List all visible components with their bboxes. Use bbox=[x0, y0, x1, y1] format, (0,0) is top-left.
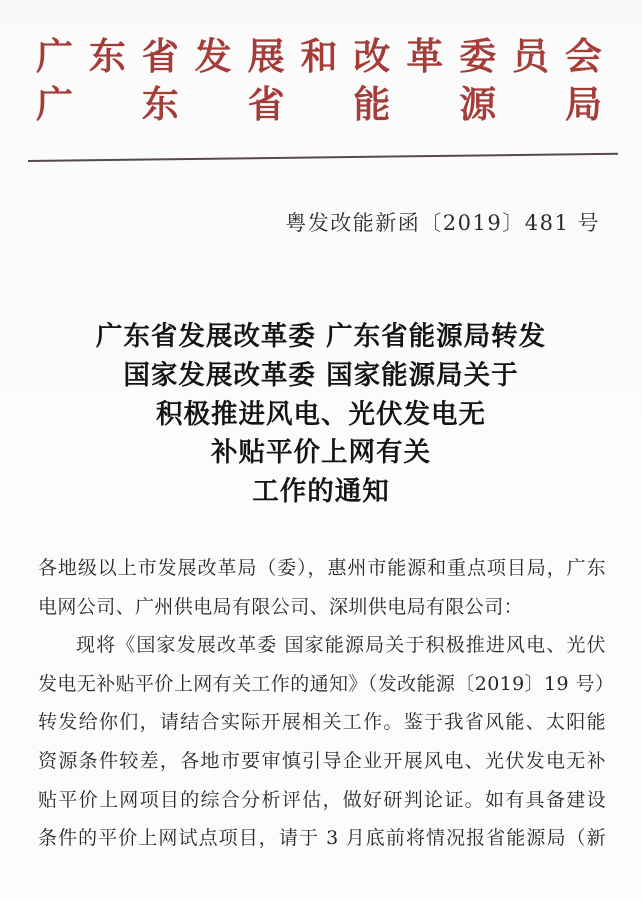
body-line: 各地级以上市发展改革局（委），惠州市能源和重点项目局，广东 bbox=[38, 557, 606, 579]
body-line: 发电无补贴平价上网有关工作的通知》（发改能源〔2019〕19 号） bbox=[38, 672, 615, 695]
document-body bbox=[38, 549, 615, 858]
document-number: 粤发改能新函〔2019〕481 号 bbox=[285, 211, 600, 235]
title-line: 广东省发展改革委 广东省能源局转发 bbox=[95, 321, 547, 352]
title-line: 积极推进风电、光伏发电无 bbox=[156, 398, 486, 430]
body-line: 条件的平价上网试点项目，请于 3 月底前将情况报省能源局（新 bbox=[38, 827, 606, 850]
body-line: 现将《国家发展改革委 国家能源局关于积极推进风电、光伏 bbox=[76, 634, 606, 657]
title-line: 国家发展改革委 国家能源局关于 bbox=[123, 359, 519, 391]
title-line: 工作的通知 bbox=[252, 476, 390, 508]
body-line: 贴平价上网项目的综合分析评估，做好研判论证。如有具备建设 bbox=[38, 788, 606, 811]
letterhead-agency-line-2: 广 东 省 能 源 局 bbox=[36, 82, 602, 126]
body-line: 资源条件较差，各地市要审慎引导企业开展风电、光伏发电无补 bbox=[38, 749, 606, 772]
title-line: 补贴平价上网有关 bbox=[211, 437, 431, 469]
letterhead-agency-line-1: 广 东 省 发 展 和 改 革 委 员 会 bbox=[36, 34, 602, 78]
body-line: 转发给你们，请结合实际开展相关工作。鉴于我省风能、太阳能 bbox=[38, 711, 606, 734]
document-title bbox=[0, 318, 642, 512]
letterhead-divider bbox=[28, 153, 618, 162]
body-line: 电网公司、广州供电局有限公司、深圳供电局有限公司： bbox=[38, 595, 524, 618]
